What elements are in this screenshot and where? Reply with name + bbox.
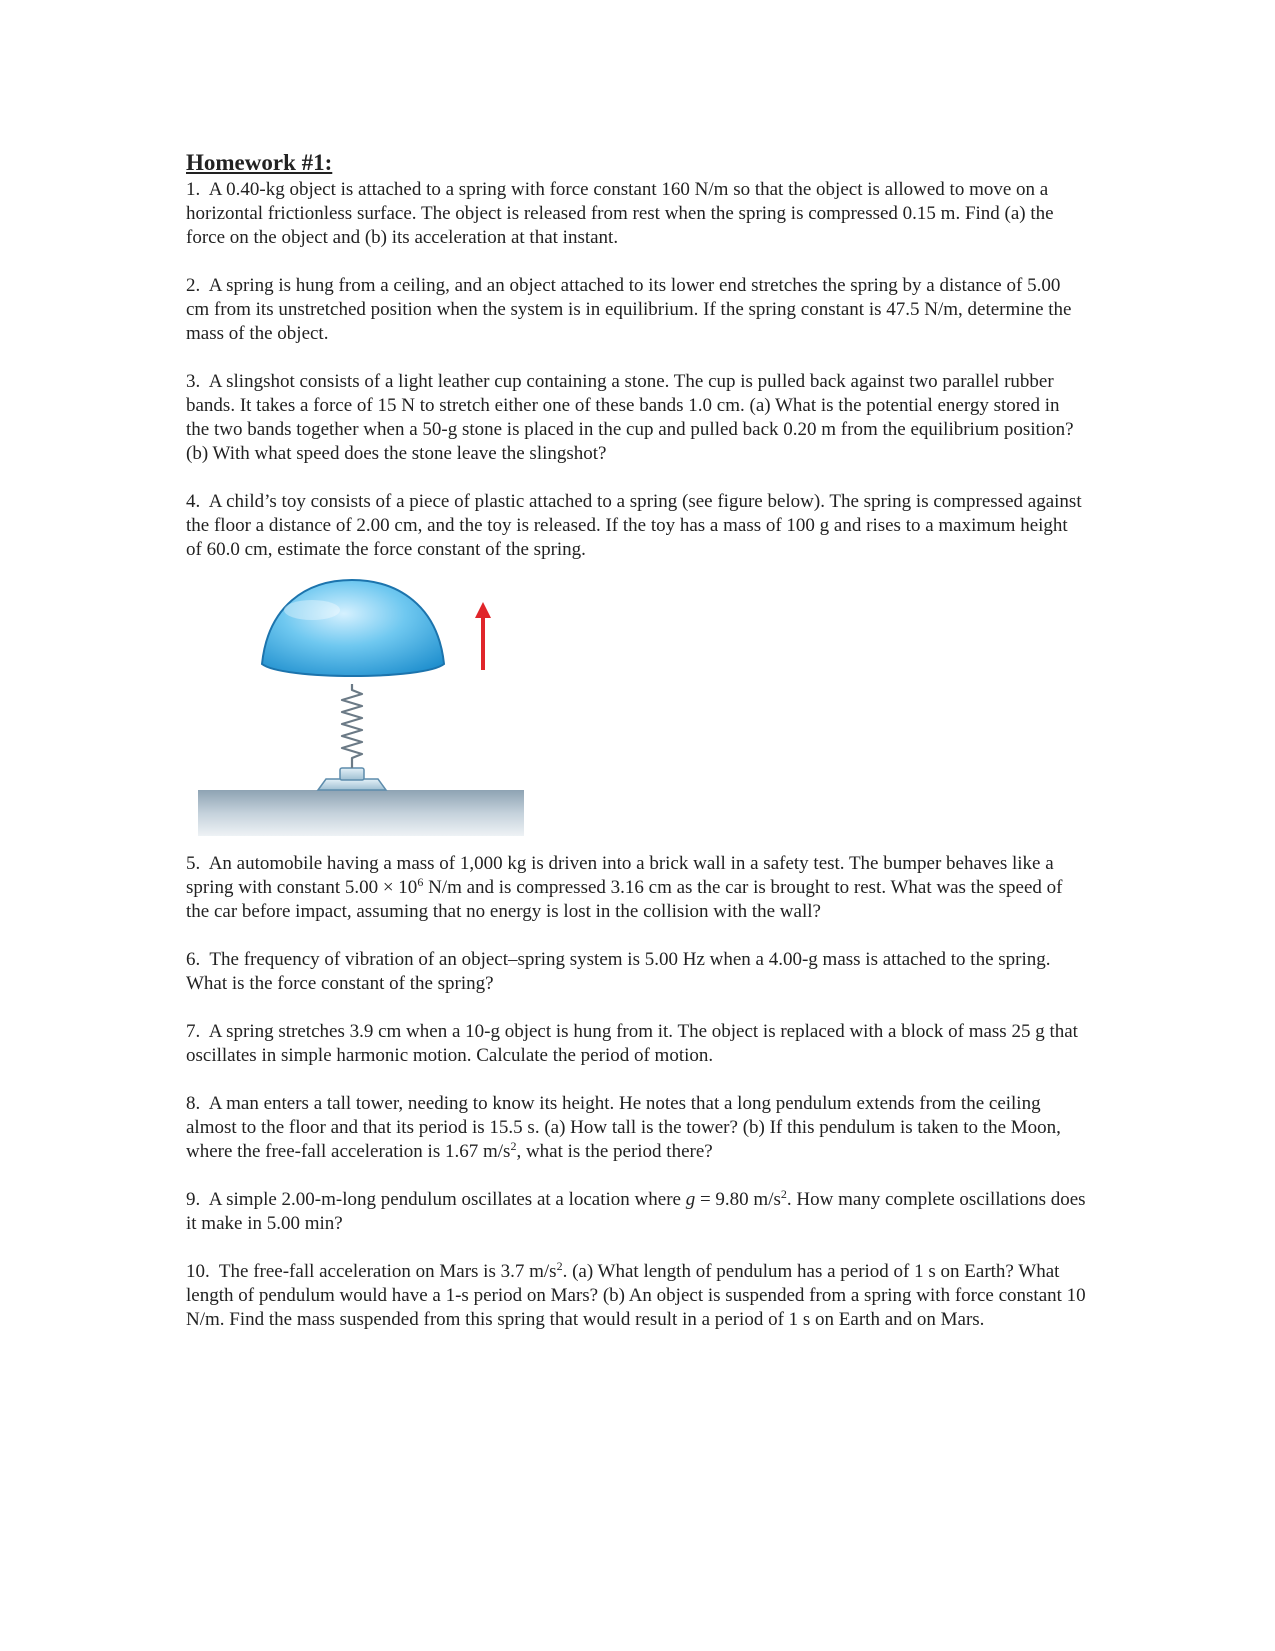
problem-text-a: A man enters a tall tower, needing to know its height. He notes that a long pendulum extends from the ceiling almost to the floor and that its period is 15.5 s. (a) How tall is the tower? (b) If this pendulum is taken to the Moon, where the free-fall acceleration is 1.67 m/s xyxy=(186,1093,1061,1162)
spring-base-collar xyxy=(340,768,364,780)
problem-text-a: A simple 2.00-m-long pendulum oscillates at a location where xyxy=(208,1189,686,1210)
arrow-up-icon xyxy=(475,602,491,618)
problem-number: 4. xyxy=(186,491,201,512)
problem-text: A child’s toy consists of a piece of plastic attached to a spring (see figure below). The spring is compressed against the floor a distance of 2.00 cm, and the toy is released. If the toy has a mass of 100 g and rises to a maximum height of 60.0 cm, estimate the force constant of the spring. xyxy=(186,491,1082,560)
problem-7 xyxy=(186,1020,1086,1068)
problem-text: A 0.40-kg object is attached to a spring with force constant 160 N/m so that the object is allowed to move on a horizontal frictionless surface. The object is released from rest when the spring is compressed 0.15 m. Find (a) the force on the object and (b) its acceleration at that instant. xyxy=(186,179,1054,248)
floor xyxy=(198,790,524,836)
dome-highlight xyxy=(284,600,340,620)
toy-spring-figure xyxy=(194,576,539,838)
variable-g: g xyxy=(685,1189,696,1210)
problem-text-b: . (a) What length of pendulum has a period of 1 s on Earth? What length of pendulum would have a 1-s period on Mars? (b) An object is suspended from a spring with force constant 10 N/m. Find the mass suspended from this spring that would result in a period of 1 s on Earth and on Mars. xyxy=(186,1261,1086,1330)
problem-text-a: An automobile having a mass of 1,000 kg is driven into a brick wall in a safety test. The bumper behaves like a spring with constant 5.00 × 10 xyxy=(186,853,1054,898)
problem-number: 9. xyxy=(186,1189,201,1210)
problem-4 xyxy=(186,490,1086,562)
problem-number: 3. xyxy=(186,371,201,392)
problem-1 xyxy=(186,178,1086,250)
problem-number: 5. xyxy=(186,853,201,874)
problem-number: 2. xyxy=(186,275,201,296)
superscript: 2 xyxy=(556,1259,563,1273)
problem-number: 7. xyxy=(186,1021,201,1042)
problem-text-mid: = 9.80 m/s xyxy=(695,1189,781,1210)
problem-text: A spring is hung from a ceiling, and an object attached to its lower end stretches the spring by a distance of 5.00 cm from its unstretched position when the system is in equilibrium. If the spring constant is 47.5 N/m, determine the mass of the object. xyxy=(186,275,1072,344)
problem-number: 1. xyxy=(186,179,201,200)
problem-text-b: . How many complete oscillations does it make in 5.00 min? xyxy=(186,1189,1086,1234)
problem-text-a: The free-fall acceleration on Mars is 3.7 m/s xyxy=(218,1261,557,1282)
problem-10 xyxy=(186,1260,1086,1332)
problem-3 xyxy=(186,370,1086,466)
problem-number: 8. xyxy=(186,1093,201,1114)
homework-page xyxy=(186,148,1086,1356)
problem-2 xyxy=(186,274,1086,346)
superscript: 2 xyxy=(510,1139,517,1153)
toy-dome xyxy=(262,580,444,676)
spring-coil xyxy=(342,684,362,768)
problem-text-b: N/m and is compressed 3.16 cm as the car is brought to rest. What was the speed of the car before impact, assuming that no energy is lost in the collision with the wall? xyxy=(186,877,1063,922)
problem-5 xyxy=(186,852,1086,924)
superscript: 2 xyxy=(780,1187,787,1201)
page-title: Homework #1: xyxy=(186,150,333,175)
toy-spring-illustration xyxy=(194,576,539,838)
problem-text: A spring stretches 3.9 cm when a 10-g object is hung from it. The object is replaced with a block of mass 25 g that oscillates in simple harmonic motion. Calculate the period of motion. xyxy=(186,1021,1078,1066)
problem-number: 10. xyxy=(186,1261,210,1282)
problem-text: A slingshot consists of a light leather cup containing a stone. The cup is pulled back against two parallel rubber bands. It takes a force of 15 N to stretch either one of these bands 1.0 cm. (a) What is the potential energy stored in the two bands together when a 50-g stone is placed in the cup and pulled back 0.20 m from the equilibrium position? (b) With what speed does the stone leave the slingshot? xyxy=(186,371,1074,464)
problem-6 xyxy=(186,948,1086,996)
problem-9 xyxy=(186,1188,1086,1236)
problem-text: The frequency of vibration of an object–spring system is 5.00 Hz when a 4.00-g mass is attached to the spring. What is the force constant of the spring? xyxy=(186,949,1051,994)
problem-number: 6. xyxy=(186,949,201,970)
problem-8 xyxy=(186,1092,1086,1164)
problem-text-b: , what is the period there? xyxy=(516,1141,713,1162)
superscript: 6 xyxy=(417,875,424,889)
